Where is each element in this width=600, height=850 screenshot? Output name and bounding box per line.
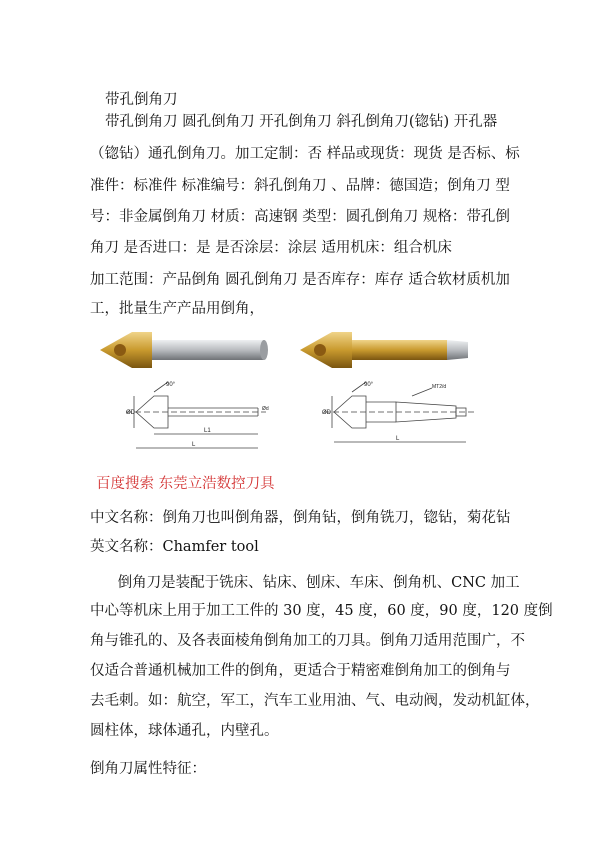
intro-line: 工，批量生产产品用倒角， [90, 301, 264, 317]
intro-line: 角刀 是否进口：是 是否涂层：涂层 适用机床：组合机床 [90, 240, 452, 256]
body-line: 角与锥孔的、及各表面棱角倒角加工的刀具。倒角刀适用范围广，不 [90, 633, 525, 649]
body-line: 倒角刀是装配于铣床、钻床、刨床、车床、倒角机、CNC 加工 [90, 575, 520, 591]
right-l-label: L [396, 436, 400, 442]
left-l-label: L [192, 442, 196, 448]
source-caption: 百度搜索 东莞立浩数控刀具 [96, 476, 275, 492]
left-angle-label: 90° [166, 382, 176, 388]
intro-line: 号：非金属倒角刀 材质：高速钢 类型：圆孔倒角刀 规格：带孔倒 [90, 209, 510, 225]
body-line: 仅适合普通机械加工件的倒角，更适合于精密难倒角加工的倒角与 [90, 663, 511, 679]
body-line: 中文名称：倒角刀也叫倒角器，倒角钻，倒角铣刀，锪钻，菊花钻 [90, 510, 511, 526]
left-tool-photo [100, 332, 268, 368]
right-angle-label: 90° [364, 382, 374, 388]
body-line: 去毛刺。如：航空，军工，汽车工业用油、气、电动阀，发动机缸体， [90, 693, 540, 709]
intro-line: 准件：标准件 标准编号：斜孔倒角刀 、品牌：德国造；倒角刀 型 [90, 178, 510, 194]
intro-line: （锪钻）通孔倒角刀。加工定制：否 样品或现货：现货 是否标、标 [90, 146, 520, 162]
heading: 带孔倒角刀 [105, 92, 178, 108]
body-line: 英文名称：Chamfer tool [90, 539, 259, 555]
right-mt-label: MT2/d [432, 384, 447, 390]
left-l1-label: L1 [204, 428, 211, 434]
right-tool-drawing [324, 382, 474, 442]
intro-line: 加工范围：产品倒角 圆孔倒角刀 是否库存：库存 适合软材质机加 [90, 272, 510, 288]
left-tool-drawing [126, 382, 266, 448]
body-line: 圆柱体，球体通孔，内壁孔。 [90, 723, 279, 739]
body-line: 中心等机床上用于加工工件的 30 度，45 度，60 度，90 度，120 度倒 [90, 603, 553, 619]
left-d1-label: Ød [262, 406, 269, 412]
right-d-label: ØD [322, 410, 331, 416]
body-line: 倒角刀属性特征： [90, 761, 206, 777]
right-tool-photo [300, 332, 468, 368]
left-d-label: ØD [126, 410, 135, 416]
chamfer-tool-figure [96, 322, 506, 464]
intro-line: 带孔倒角刀 圆孔倒角刀 开孔倒角刀 斜孔倒角刀(锪钻) 开孔器 [105, 114, 498, 130]
